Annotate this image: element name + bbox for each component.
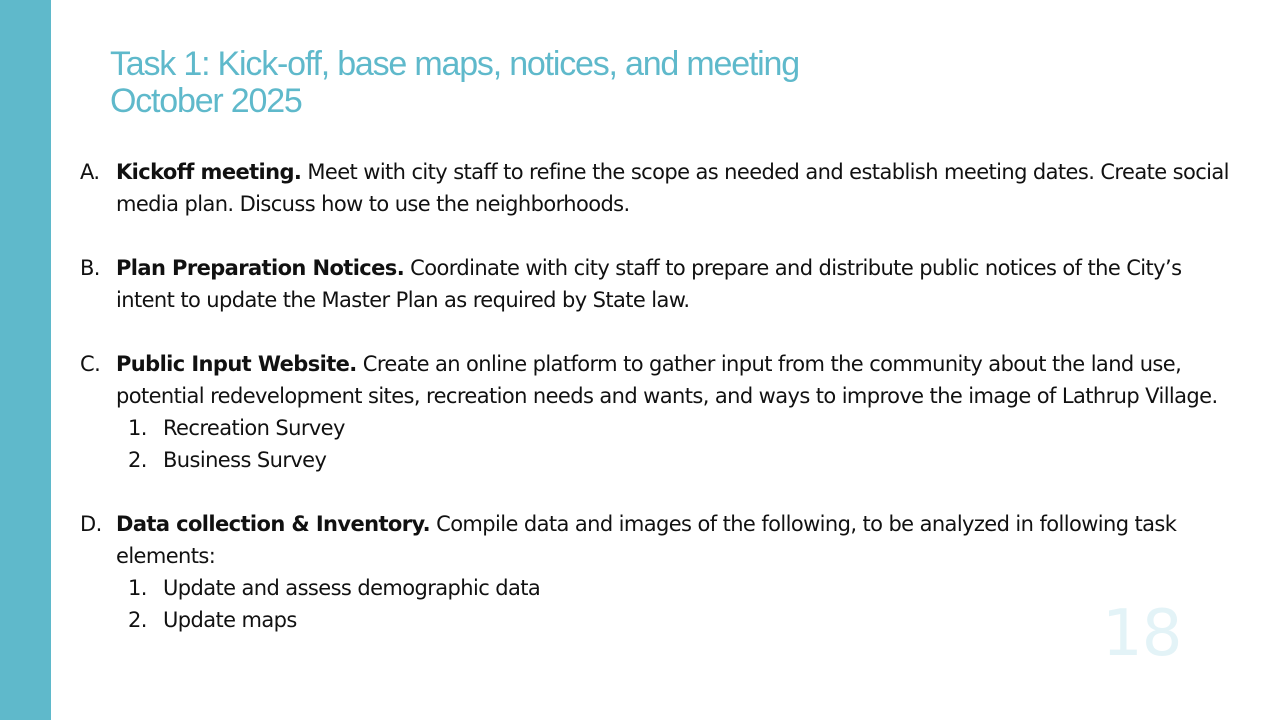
sub-list	[116, 572, 1230, 636]
slide-number: 18	[1102, 597, 1182, 671]
list-item-d	[80, 508, 1230, 636]
sub-list-item	[116, 444, 1230, 476]
list-item-marker: A.	[80, 160, 100, 184]
list-item-heading: Data collection & Inventory.	[116, 512, 431, 536]
side-accent-bar	[0, 0, 51, 720]
list-item-c	[80, 348, 1230, 476]
sub-list-text: Recreation Survey	[163, 416, 345, 440]
sub-list-marker: 1.	[128, 576, 147, 600]
sub-list-marker: 2.	[128, 448, 147, 472]
list-item-text: Coordinate with city staff to prepare and distribute public notices of the City’s intent to update the Master Plan as required by State law.	[116, 256, 1182, 312]
list-item-b	[80, 252, 1230, 316]
list-item-marker: B.	[80, 256, 100, 280]
sub-list-marker: 2.	[128, 608, 147, 632]
sub-list	[116, 412, 1230, 476]
slide-body	[80, 156, 1230, 668]
list-item-text: Compile data and images of the following, to be analyzed in following task elements:	[116, 512, 1177, 568]
sub-list-text: Business Survey	[163, 448, 327, 472]
list-item-a	[80, 156, 1230, 220]
sub-list-text: Update and assess demographic data	[163, 576, 541, 600]
sub-list-text: Update maps	[163, 608, 297, 632]
sub-list-item	[116, 572, 1230, 604]
sub-list-item	[116, 604, 1230, 636]
list-item-text: Meet with city staff to refine the scope as needed and establish meeting dates. Create social media plan. Discuss how to use the neighborhoods.	[116, 160, 1229, 216]
sub-list-marker: 1.	[128, 416, 147, 440]
list-item-heading: Public Input Website.	[116, 352, 357, 376]
list-item-heading: Kickoff meeting.	[116, 160, 302, 184]
slide-title-line-1: Task 1: Kick-off, base maps, notices, and meeting	[110, 45, 799, 83]
list-item-marker: D.	[80, 512, 102, 536]
list-item-text: Create an online platform to gather input from the community about the land use, potential redevelopment sites, recreation needs and wants, and ways to improve the image of Lathrup Village.	[116, 352, 1218, 408]
slide-title-line-2: October 2025	[110, 82, 302, 120]
list-item-marker: C.	[80, 352, 101, 376]
list-item-heading: Plan Preparation Notices.	[116, 256, 405, 280]
slide-title	[110, 46, 799, 120]
sub-list-item	[116, 412, 1230, 444]
